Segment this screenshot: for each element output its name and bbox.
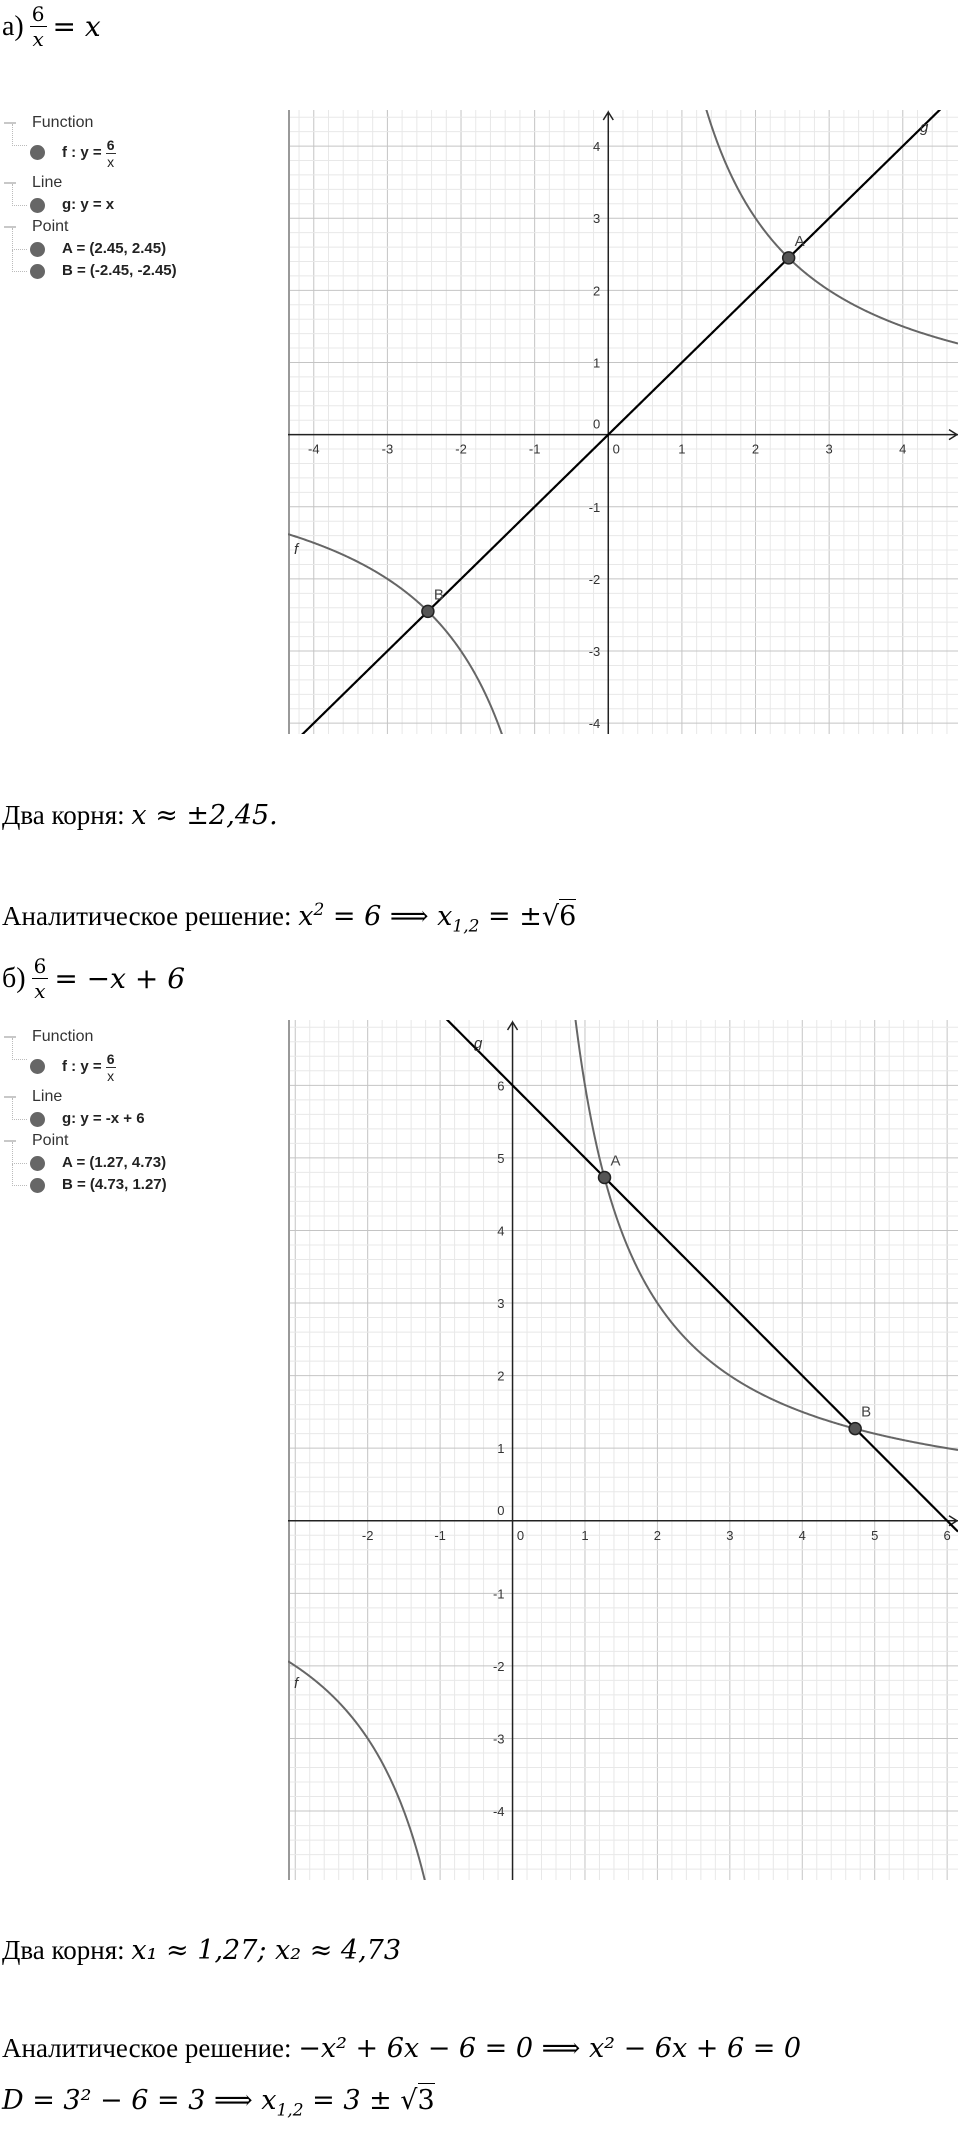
part-a-analytic-subscript: 1,2 <box>452 916 480 937</box>
part-a-fraction-numerator: 6 <box>31 2 45 26</box>
series-g-label: g <box>920 119 929 136</box>
part-b-fraction <box>32 956 49 1001</box>
part-b-algebra-view <box>0 1026 280 1196</box>
series-g-curve <box>288 1020 958 1532</box>
x-tick-label: 1 <box>678 441 686 457</box>
origin-label: 0 <box>593 416 601 432</box>
x-tick-label: -2 <box>361 1527 374 1543</box>
y-tick-label: 2 <box>593 283 601 299</box>
part-a-label: а) <box>2 10 24 42</box>
algebra-f-denominator: x <box>107 153 115 170</box>
algebra-item-g[interactable] <box>0 1108 280 1130</box>
part-a-heading <box>2 4 101 49</box>
part-a-analytic-x: x <box>298 901 314 932</box>
algebra-point-b: B = (-2.45, -2.45) <box>62 262 177 279</box>
x-tick-label: 4 <box>899 441 907 457</box>
part-a-analytic-text: Аналитическое решение: <box>2 901 299 931</box>
y-tick-label: -2 <box>492 1658 505 1674</box>
part-b-disc-subscript: 1,2 <box>276 2100 304 2121</box>
graphics-view-a[interactable] <box>288 110 958 734</box>
part-a-algebra-view <box>0 112 280 282</box>
x-tick-label: 6 <box>943 1527 951 1543</box>
part-b-label: б) <box>2 962 26 994</box>
algebra-g-definition: g: y = x <box>62 196 115 213</box>
x-tick-label: -3 <box>381 441 394 457</box>
point-a-marker <box>783 252 795 264</box>
grid <box>288 1020 958 1880</box>
y-tick-label: 4 <box>497 1223 505 1239</box>
point-b-marker <box>422 605 434 617</box>
grid <box>288 110 958 734</box>
algebra-f-numerator: 6 <box>106 1050 115 1067</box>
algebra-category-function[interactable]: Function <box>0 112 280 134</box>
algebra-item-f[interactable] <box>0 1048 280 1086</box>
visibility-dot-icon[interactable] <box>30 242 45 257</box>
algebra-item-point-b[interactable] <box>0 1174 280 1196</box>
part-b-disc-radicand: 3 <box>417 2085 435 2116</box>
part-a-analytic-radicand: 6 <box>559 901 577 932</box>
algebra-category-point[interactable]: Point <box>0 1130 280 1152</box>
x-tick-label: 4 <box>798 1527 806 1543</box>
y-tick-label: -1 <box>492 1586 505 1602</box>
part-b-roots-text: Два корня: <box>2 1935 132 1965</box>
algebra-f-prefix: f : y = <box>62 1058 102 1075</box>
algebra-category-point[interactable]: Point <box>0 216 280 238</box>
visibility-dot-icon[interactable] <box>30 1112 45 1127</box>
point-b-label: B <box>433 586 444 604</box>
x-tick-label: 0 <box>516 1527 525 1543</box>
part-b-analytic <box>2 2033 801 2064</box>
series-f-label: f <box>294 1675 299 1692</box>
part-a-analytic-post: = ±√ <box>479 901 560 932</box>
y-tick-label: 5 <box>497 1150 505 1166</box>
part-a-roots-text: Два корня: <box>2 800 132 830</box>
visibility-dot-icon[interactable] <box>30 145 45 160</box>
algebra-item-point-b[interactable] <box>0 260 280 282</box>
part-b-analytic-text: Аналитическое решение: <box>2 2033 299 2063</box>
part-b-fraction-denominator: x <box>34 979 46 1003</box>
algebra-item-g[interactable] <box>0 194 280 216</box>
part-b-analytic-equation: −x² + 6x − 6 = 0 ⟹ x² − 6x + 6 = 0 <box>298 2033 802 2064</box>
y-tick-label: -1 <box>588 499 601 515</box>
algebra-category-function[interactable]: Function <box>0 1026 280 1048</box>
algebra-f-denominator: x <box>107 1067 115 1084</box>
algebra-point-a: A = (2.45, 2.45) <box>62 240 167 257</box>
point-a-marker <box>599 1171 611 1183</box>
x-tick-label: -1 <box>528 441 541 457</box>
y-tick-label: 3 <box>593 211 601 227</box>
part-b-roots-math: x₁ ≈ 1,27; x₂ ≈ 4,73 <box>131 1935 402 1966</box>
visibility-dot-icon[interactable] <box>30 198 45 213</box>
part-a-analytic <box>2 900 576 936</box>
algebra-f-prefix: f : y = <box>62 144 102 161</box>
y-tick-label: 2 <box>497 1368 505 1384</box>
algebra-f-fraction <box>106 1052 116 1083</box>
x-tick-label: 2 <box>653 1527 662 1543</box>
x-tick-label: -2 <box>455 441 467 457</box>
part-a-rhs: = x <box>52 10 101 43</box>
part-a-analytic-mid: = 6 ⟹ x <box>324 901 453 932</box>
x-tick-label: -4 <box>307 441 320 457</box>
part-a-roots <box>2 800 278 831</box>
visibility-dot-icon[interactable] <box>30 1156 45 1171</box>
algebra-g-definition: g: y = -x + 6 <box>62 1110 145 1127</box>
y-tick-label: -4 <box>492 1804 505 1820</box>
y-tick-label: -4 <box>588 716 601 732</box>
algebra-category-line[interactable]: Line <box>0 172 280 194</box>
series-g-label: g <box>474 1035 483 1052</box>
algebra-point-a: A = (1.27, 4.73) <box>62 1154 167 1171</box>
y-tick-label: -3 <box>492 1731 505 1747</box>
part-b-discriminant <box>2 2085 435 2120</box>
visibility-dot-icon[interactable] <box>30 1178 45 1193</box>
x-tick-label: 0 <box>612 441 620 457</box>
x-tick-label: 2 <box>751 441 760 457</box>
x-tick-label: 3 <box>825 441 833 457</box>
algebra-item-f[interactable] <box>0 134 280 172</box>
origin-label: 0 <box>497 1502 505 1518</box>
point-b-marker <box>849 1423 861 1435</box>
algebra-f-fraction <box>106 138 116 169</box>
y-tick-label: 1 <box>497 1441 505 1457</box>
part-a-fraction <box>30 4 47 49</box>
series-f-label: f <box>294 541 299 558</box>
visibility-dot-icon[interactable] <box>30 1059 45 1074</box>
point-a-label: A <box>610 1152 621 1170</box>
x-tick-label: -1 <box>434 1527 446 1543</box>
part-b-disc-math: D = 3² − 6 = 3 ⟹ x <box>2 2085 277 2116</box>
y-tick-label: 1 <box>593 355 601 371</box>
part-b-rhs: = −x + 6 <box>54 962 186 995</box>
series-f-curve <box>288 1020 958 1880</box>
algebra-point-b: B = (4.73, 1.27) <box>62 1176 167 1193</box>
algebra-item-point-a[interactable] <box>0 238 280 260</box>
algebra-item-point-a[interactable] <box>0 1152 280 1174</box>
x-tick-label: 1 <box>581 1527 589 1543</box>
y-tick-label: -2 <box>588 571 601 587</box>
y-tick-label: 4 <box>593 139 601 155</box>
point-b-label: B <box>861 1403 872 1421</box>
x-tick-label: 5 <box>871 1527 879 1543</box>
part-b-fraction-numerator: 6 <box>33 954 47 978</box>
part-b-heading <box>2 956 185 1001</box>
x-tick-label: 3 <box>726 1527 734 1543</box>
part-b-roots <box>2 1935 401 1966</box>
part-a-roots-math: x ≈ ±2,45. <box>131 800 278 831</box>
algebra-f-numerator: 6 <box>106 136 115 153</box>
point-a-label: A <box>794 232 805 250</box>
y-tick-label: 6 <box>497 1078 505 1094</box>
y-tick-label: -3 <box>588 644 601 660</box>
part-a-fraction-denominator: x <box>32 27 44 51</box>
y-tick-label: 3 <box>497 1296 505 1312</box>
algebra-category-line[interactable]: Line <box>0 1086 280 1108</box>
graphics-view-b[interactable] <box>288 1020 958 1880</box>
part-b-disc-post: = 3 ± √ <box>303 2085 418 2116</box>
part-a-analytic-exponent: 2 <box>313 900 325 920</box>
visibility-dot-icon[interactable] <box>30 264 45 279</box>
